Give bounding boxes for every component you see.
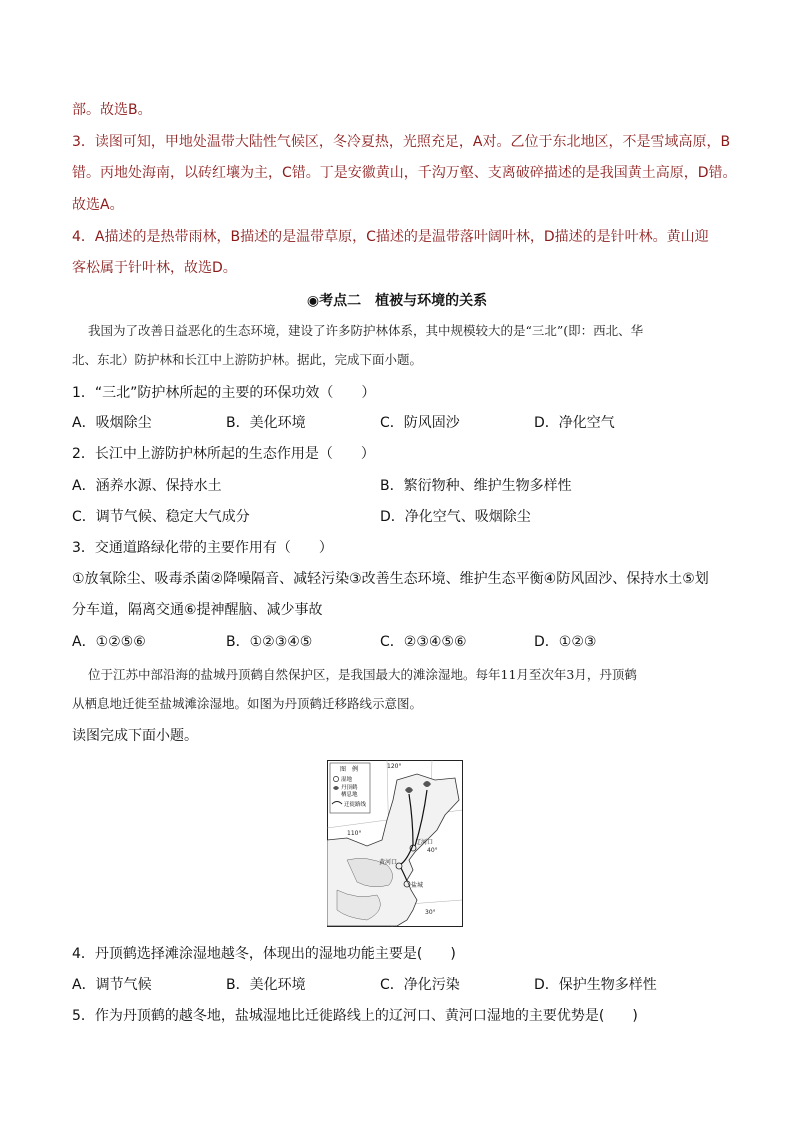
answer-line: 故选A。 [72, 197, 124, 213]
legend-route: 迁徙路线 [344, 802, 367, 808]
option-a[interactable]: A．吸烟除尘 [72, 415, 152, 431]
question-stem: 3．交通道路绿化带的主要作用有（ ） [72, 540, 333, 556]
option-b[interactable]: B．美化环境 [226, 977, 306, 993]
question-stem: 4．丹顶鹤选择滩涂湿地越冬，体现出的湿地功能主要是( ) [72, 946, 456, 962]
label-huanghe: 黄河口 [379, 859, 398, 866]
label-liaohe: 辽河口 [415, 839, 434, 846]
question-text: 分车道，隔离交通⑥提神醒脑、减少事故 [72, 602, 323, 618]
intro-paragraph: 北、东北）防护林和长江中上游防护林。据此，完成下面小题。 [72, 352, 423, 367]
option-d[interactable]: D．①②③ [534, 634, 597, 650]
crane-migration-map [327, 760, 463, 927]
option-d[interactable]: D．保护生物多样性 [534, 977, 657, 993]
label-40: 40° [427, 847, 438, 854]
label-110: 110° [347, 830, 362, 837]
option-c[interactable]: C．防风固沙 [380, 415, 460, 431]
option-a[interactable]: A．①②⑤⑥ [72, 634, 146, 650]
section-title: ◉考点二 植被与环境的关系 [306, 293, 488, 309]
intro-paragraph: 我国为了改善日益恶化的生态环境，建设了许多防护林体系，其中规模较大的是“三北”(即：西北、华 [88, 323, 644, 338]
option-b[interactable]: B．美化环境 [226, 415, 306, 431]
label-120: 120° [387, 763, 402, 770]
answer-line: 4．A描述的是热带雨林，B描述的是温带草原，C描述的是温带落叶阔叶林，D描述的是针叶林。黄山迎 [72, 229, 709, 245]
legend-habitat-1: 丹顶鹤 [341, 785, 358, 791]
option-c[interactable]: C．净化污染 [380, 977, 460, 993]
option-d[interactable]: D．净化空气、吸烟除尘 [380, 509, 531, 525]
option-c[interactable]: C．调节气候、稳定大气成分 [72, 509, 250, 525]
option-c[interactable]: C．②③④⑤⑥ [380, 634, 467, 650]
answer-line: 错。丙地处海南，以砖红壤为主，C错。丁是安徽黄山，千沟万壑、支离破碎描述的是我国黄土高原，D错。 [72, 165, 737, 181]
intro-paragraph: 从栖息地迁徙至盐城滩涂湿地。如图为丹顶鹤迁移路线示意图。 [72, 696, 423, 711]
label-30: 30° [425, 909, 436, 916]
label-yancheng: 盐城 [411, 882, 424, 889]
instruction-line: 读图完成下面小题。 [72, 728, 198, 744]
legend-habitat-2: 栖息地 [341, 792, 358, 798]
answer-line: 客松属于针叶林，故选D。 [72, 260, 237, 276]
option-a[interactable]: A．调节气候 [72, 977, 152, 993]
question-stem: 2．长江中上游防护林所起的生态作用是（ ） [72, 446, 375, 462]
question-text: ①放氧除尘、吸毒杀菌②降噪隔音、减轻污染③改善生态环境、维护生态平衡④防风固沙、保持水土⑤划 [72, 571, 709, 587]
option-d[interactable]: D．净化空气 [534, 415, 615, 431]
question-stem: 1．“三北”防护林所起的主要的环保功效（ ） [72, 385, 376, 401]
answer-line: 部。故选B。 [72, 102, 152, 118]
option-b[interactable]: B．①②③④⑤ [226, 634, 313, 650]
option-a[interactable]: A．涵养水源、保持水土 [72, 478, 222, 494]
answer-line: 3．读图可知，甲地处温带大陆性气候区，冬冷夏热，光照充足，A对。乙位于东北地区，不是雪域高原，B [72, 134, 731, 150]
option-b[interactable]: B．繁衍物种、维护生物多样性 [380, 478, 572, 494]
legend-wetland: 湿地 [341, 777, 353, 783]
legend-title: 图 例 [340, 766, 359, 773]
intro-paragraph: 位于江苏中部沿海的盐城丹顶鹤自然保护区，是我国最大的滩涂湿地。每年11月至次年3月，丹顶鹤 [88, 667, 637, 682]
question-stem: 5．作为丹顶鹤的越冬地，盐城湿地比迁徙路线上的辽河口、黄河口湿地的主要优势是( ) [72, 1008, 638, 1024]
